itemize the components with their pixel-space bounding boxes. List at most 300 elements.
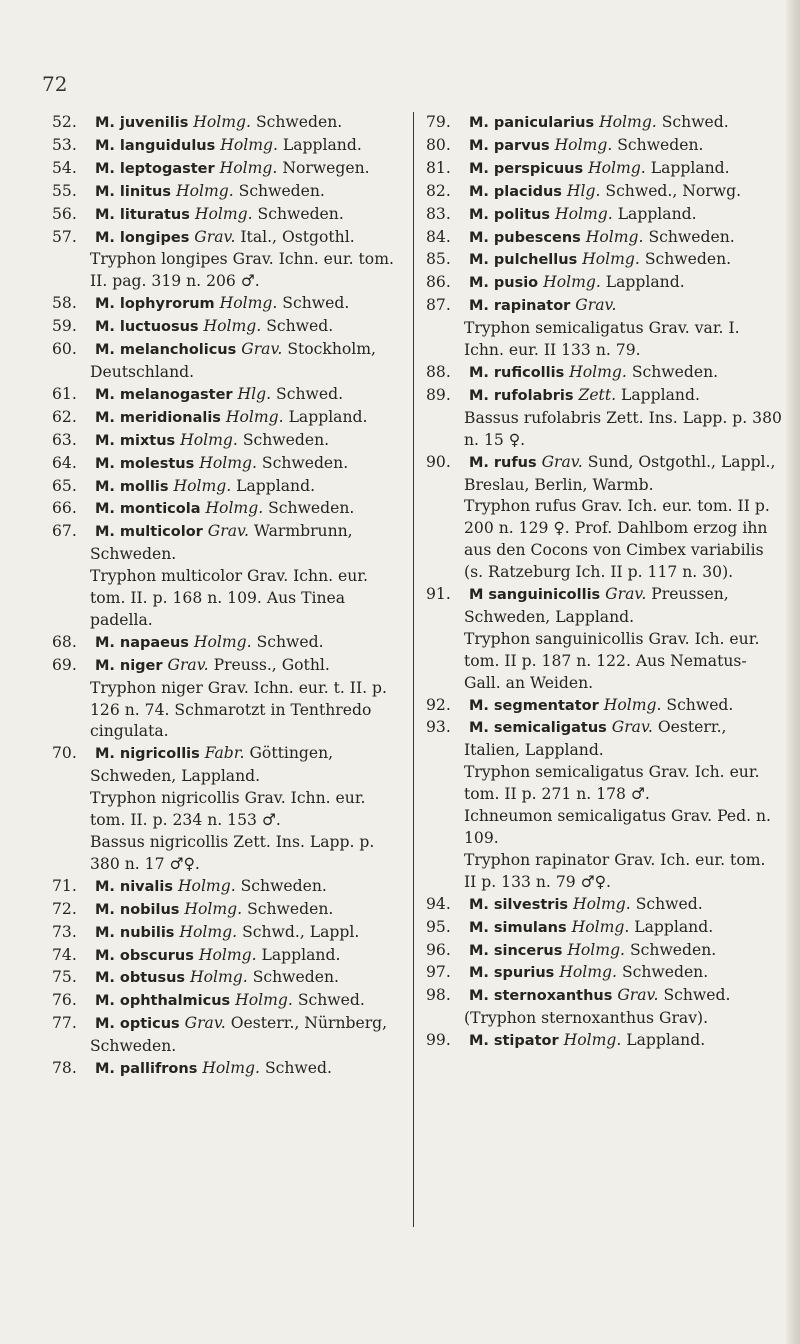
genus-abbrev: M. <box>94 878 115 895</box>
locality: Schwed., Norwg. <box>605 181 742 200</box>
locality: Schweden. <box>631 362 719 381</box>
species-entry <box>426 962 782 985</box>
author-name: Grav. <box>167 655 209 674</box>
author-name: Grav. <box>241 340 283 359</box>
author-name: Hlg. <box>566 181 601 200</box>
species-entry <box>52 1013 404 1058</box>
locality: Warmbrunn, Schweden. <box>90 522 353 564</box>
species-entry <box>426 940 782 963</box>
species-name: pallifrons <box>119 1061 198 1078</box>
species-name: mixtus <box>119 432 176 449</box>
species-entry <box>52 135 404 158</box>
species-name: sternoxanthus <box>493 988 613 1005</box>
author-name: Grav. <box>194 227 236 246</box>
species-name: longipes <box>119 229 190 246</box>
entry-number: 79. <box>426 113 451 131</box>
entry-number: 74. <box>52 945 77 964</box>
author-name: Holmg. <box>180 430 238 449</box>
entry-number: 92. <box>426 695 451 714</box>
locality: Schweden. <box>621 963 709 982</box>
author-name: Holmg. <box>202 1059 260 1078</box>
entry-number: 91. <box>426 585 451 604</box>
synonym-note: Tryphon longipes Grav. Ichn. eur. tom. II. pag. 319 n. 206 ♂. <box>90 250 394 291</box>
entry-number: 61. <box>52 384 77 403</box>
species-name: obscurus <box>119 947 194 964</box>
species-entry <box>52 316 404 339</box>
species-entry <box>52 743 404 875</box>
locality: Lappland. <box>261 945 341 964</box>
locality: Schweden. <box>629 940 717 959</box>
species-entry <box>52 453 404 476</box>
species-name: stipator <box>493 1033 559 1050</box>
locality: Schweden. <box>617 135 704 154</box>
author-name: Holmg. <box>585 227 644 246</box>
locality: Ital., Ostgothl. <box>240 227 355 246</box>
author-name: Holmg. <box>573 894 631 913</box>
locality: Schweden. <box>648 227 735 246</box>
entry-number: 60. <box>52 340 77 359</box>
species-entry <box>426 158 782 181</box>
genus-abbrev: M. <box>94 657 115 674</box>
species-name: rufus <box>493 454 537 471</box>
species-entry <box>52 876 404 899</box>
entry-number: 68. <box>52 632 77 651</box>
author-name: Holmg. <box>603 695 662 714</box>
genus-abbrev: M. <box>468 298 489 315</box>
species-name: nobilus <box>119 901 180 918</box>
author-name: Holmg. <box>582 250 640 269</box>
author-name: Grav. <box>575 296 617 315</box>
locality: Schwed. <box>666 695 734 714</box>
author-name: Holmg. <box>173 476 232 495</box>
genus-abbrev: M. <box>94 183 115 200</box>
species-entry <box>426 1030 782 1053</box>
author-name: Holmg. <box>571 917 630 936</box>
species-name: ruficollis <box>493 364 565 381</box>
species-name: parvus <box>493 137 550 154</box>
genus-abbrev: M. <box>468 1033 489 1050</box>
entry-number: 69. <box>52 655 77 674</box>
genus-abbrev: M. <box>94 432 115 449</box>
species-name: ophthalmicus <box>119 993 231 1010</box>
species-entry <box>426 717 782 893</box>
species-name: melancholicus <box>119 342 237 359</box>
synonym-note: Tryphon rapinator Grav. Ich. eur. tom. II p. 133 n. 79 ♂♀. <box>464 850 766 891</box>
species-entry <box>426 584 782 695</box>
synonym-note: Tryphon semicaligatus Grav. Ich. eur. tom. II p. 271 n. 178 ♂. <box>464 763 760 804</box>
species-entry <box>52 476 404 499</box>
locality: Schwed. <box>282 294 350 313</box>
species-name: panicularius <box>493 115 595 131</box>
species-name: simulans <box>493 919 567 936</box>
author-name: Grav. <box>541 452 583 471</box>
genus-abbrev: M. <box>468 919 489 936</box>
locality: Schweden. <box>242 430 330 449</box>
species-name: pusio <box>493 275 539 292</box>
synonym-note: Tryphon sanguinicollis Grav. Ich. eur. tom. II p. 187 n. 122. Aus Nematus-Gall. an Weiden. <box>464 629 760 692</box>
genus-abbrev: M. <box>94 746 115 763</box>
species-name: mollis <box>119 478 169 495</box>
species-entry <box>52 1058 404 1081</box>
genus-abbrev: M. <box>94 947 115 964</box>
entry-number: 72. <box>52 899 77 918</box>
entry-number: 86. <box>426 273 451 292</box>
author-name: Holmg. <box>198 945 257 964</box>
entry-number: 83. <box>426 204 451 223</box>
species-name: sincerus <box>493 942 563 959</box>
entry-number: 62. <box>52 407 77 426</box>
locality: Lappland. <box>617 204 697 223</box>
entry-number: 66. <box>52 499 77 518</box>
genus-abbrev: M <box>468 587 484 604</box>
species-name: opticus <box>119 1016 180 1033</box>
species-entry <box>52 498 404 521</box>
species-entry <box>52 181 404 204</box>
species-name: niger <box>119 657 163 674</box>
author-name: Holmg. <box>190 968 248 987</box>
genus-abbrev: M. <box>468 988 489 1005</box>
author-name: Holmg. <box>203 317 262 336</box>
locality: Schweden. <box>252 968 339 987</box>
locality: Lappland. <box>605 273 685 292</box>
species-entry <box>52 158 404 181</box>
entry-number: 93. <box>426 718 451 737</box>
species-entry <box>52 632 404 655</box>
entry-number: 58. <box>52 294 77 313</box>
synonym-note: Tryphon semicaligatus Grav. var. I. Ichn. eur. II 133 n. 79. <box>464 319 740 360</box>
author-name: Holmg. <box>219 158 278 177</box>
locality: Schwed. <box>276 384 344 403</box>
genus-abbrev: M. <box>94 993 115 1010</box>
genus-abbrev: M. <box>94 501 115 518</box>
entry-number: 73. <box>52 922 77 941</box>
entry-number: 85. <box>426 250 451 269</box>
species-entry <box>426 227 782 250</box>
author-name: Holmg. <box>193 632 252 651</box>
entry-number: 96. <box>426 940 451 959</box>
locality: Göttingen, Schweden, Lappland. <box>90 744 334 786</box>
author-name: Zett. <box>578 385 617 404</box>
author-name: Holmg. <box>588 158 646 177</box>
author-name: Holmg. <box>567 940 626 959</box>
entry-number: 98. <box>426 986 451 1005</box>
author-name: Holmg. <box>199 453 257 472</box>
author-name: Holmg. <box>555 204 613 223</box>
species-name: lituratus <box>119 206 190 223</box>
species-entry <box>52 899 404 922</box>
locality: Schweden. <box>247 899 334 918</box>
locality: Schweden. <box>255 113 343 131</box>
entry-number: 59. <box>52 317 77 336</box>
species-entry <box>426 385 782 452</box>
locality: Oesterr., Nürnberg, Schweden. <box>90 1014 388 1056</box>
genus-abbrev: M. <box>94 319 115 336</box>
locality: Sund, Ostgothl., Lappl., Breslau, Berlin, Warmb. <box>464 452 776 494</box>
genus-abbrev: M. <box>468 697 489 714</box>
species-entry <box>426 249 782 272</box>
left-column <box>52 112 404 1081</box>
species-entry <box>52 967 404 990</box>
synonym-note: Tryphon rufus Grav. Ich. eur. tom. II p. 200 n. 129 ♀. Prof. Dahlbom erzog ihn aus den Cocons von Cimbex variabilis (s. Ratzeburg Ich. II p. 117 n. 30). <box>464 497 770 582</box>
author-name: Holmg. <box>194 204 253 223</box>
species-entry <box>52 339 404 384</box>
genus-abbrev: M. <box>94 409 115 426</box>
author-name: Grav. <box>184 1014 226 1033</box>
author-name: Fabr. <box>204 744 245 763</box>
author-name: Holmg. <box>219 294 278 313</box>
locality: Preussen, Schweden, Lappland. <box>464 585 729 626</box>
species-name: languidulus <box>119 137 216 154</box>
locality: Schweden. <box>261 453 349 472</box>
author-name: Grav. <box>207 522 249 541</box>
entry-number: 82. <box>426 181 451 200</box>
entry-number: 67. <box>52 522 77 541</box>
entry-number: 54. <box>52 158 77 177</box>
author-name: Holmg. <box>193 113 251 131</box>
genus-abbrev: M. <box>468 896 489 913</box>
synonym-note: (Tryphon sternoxanthus Grav). <box>464 1009 709 1028</box>
species-name: multicolor <box>119 524 203 541</box>
author-name: Holmg. <box>554 135 613 154</box>
locality: Norwegen. <box>282 158 370 177</box>
species-entry <box>426 112 782 135</box>
entry-number: 81. <box>426 158 451 177</box>
author-name: Holmg. <box>179 922 238 941</box>
synonym-note: Ichneumon semicaligatus Grav. Ped. n. 109. <box>464 807 771 847</box>
species-name: pubescens <box>493 229 581 246</box>
genus-abbrev: M. <box>94 160 115 177</box>
locality: Schweden. <box>644 250 732 269</box>
author-name: Holmg. <box>177 876 236 895</box>
locality: Schwed. <box>256 632 324 651</box>
genus-abbrev: M. <box>468 183 489 200</box>
entry-number: 95. <box>426 917 451 936</box>
species-name: melanogaster <box>119 386 233 403</box>
genus-abbrev: M. <box>468 942 489 959</box>
locality: Lappland. <box>650 158 730 177</box>
author-name: Hlg. <box>237 384 272 403</box>
species-entry <box>426 295 782 362</box>
entry-number: 52. <box>52 113 77 131</box>
entry-number: 84. <box>426 227 451 246</box>
author-name: Holmg. <box>205 499 264 518</box>
entry-number: 90. <box>426 452 451 471</box>
species-entry <box>426 695 782 718</box>
species-entry <box>52 384 404 407</box>
author-name: Grav. <box>605 585 647 604</box>
species-name: semicaligatus <box>493 720 607 737</box>
column-divider <box>413 112 414 1227</box>
species-entry <box>52 945 404 968</box>
locality: Oesterr., Italien, Lappland. <box>464 718 727 760</box>
species-name: placidus <box>493 183 562 200</box>
author-name: Grav. <box>617 986 659 1005</box>
species-entry <box>52 430 404 453</box>
species-name: monticola <box>119 501 201 518</box>
species-entry <box>52 227 404 294</box>
species-name: politus <box>493 206 551 223</box>
locality: Stockholm, Deutschland. <box>90 340 377 381</box>
locality: Schwd., Lappl. <box>242 922 360 941</box>
species-name: rufolabris <box>493 387 574 404</box>
author-name: Grav. <box>611 718 653 737</box>
species-name: luctuosus <box>119 319 199 336</box>
genus-abbrev: M. <box>468 206 489 223</box>
entry-number: 75. <box>52 968 77 987</box>
genus-abbrev: M. <box>468 252 489 269</box>
synonym-note: Tryphon niger Grav. Ichn. eur. t. II. p. 126 n. 74. Schmarotzt in Tenthredo cingulata. <box>90 678 387 741</box>
species-entry <box>52 655 404 744</box>
genus-abbrev: M. <box>468 115 489 131</box>
author-name: Holmg. <box>599 113 657 131</box>
species-entry <box>52 204 404 227</box>
entry-number: 71. <box>52 876 77 895</box>
species-entry <box>426 204 782 227</box>
locality: Lappland. <box>282 135 362 154</box>
author-name: Holmg. <box>563 1031 622 1050</box>
genus-abbrev: M. <box>468 137 489 154</box>
genus-abbrev: M. <box>468 229 489 246</box>
species-name: segmentator <box>493 697 599 714</box>
species-entry <box>426 135 782 158</box>
entry-number: 87. <box>426 296 451 315</box>
genus-abbrev: M. <box>468 965 489 982</box>
genus-abbrev: M. <box>94 901 115 918</box>
species-entry <box>52 922 404 945</box>
species-name: pulchellus <box>493 252 578 269</box>
synonym-note: Tryphon nigricollis Grav. Ichn. eur. tom. II. p. 234 n. 153 ♂. <box>90 789 366 830</box>
genus-abbrev: M. <box>94 229 115 246</box>
entry-number: 76. <box>52 991 77 1010</box>
locality: Schwed. <box>635 894 703 913</box>
locality: Lappland. <box>634 917 714 936</box>
genus-abbrev: M. <box>94 137 115 154</box>
entry-number: 56. <box>52 204 77 223</box>
synonym-note: Tryphon multicolor Grav. Ichn. eur. tom. II. p. 168 n. 109. Aus Tinea padella. <box>90 567 368 629</box>
genus-abbrev: M. <box>94 455 115 472</box>
species-entry <box>426 181 782 204</box>
genus-abbrev: M. <box>94 478 115 495</box>
species-entry <box>426 917 782 940</box>
page-edge-shadow <box>786 0 800 1344</box>
species-name: obtusus <box>119 970 186 987</box>
genus-abbrev: M. <box>94 1061 115 1078</box>
genus-abbrev: M. <box>94 524 115 541</box>
entry-number: 94. <box>426 894 451 913</box>
entry-number: 70. <box>52 744 77 763</box>
locality: Preuss., Gothl. <box>213 655 330 674</box>
species-name: perspicuus <box>493 160 584 177</box>
genus-abbrev: M. <box>468 160 489 177</box>
entry-number: 64. <box>52 453 77 472</box>
species-entry <box>426 362 782 385</box>
entry-number: 89. <box>426 385 451 404</box>
entry-number: 97. <box>426 963 451 982</box>
species-name: sanguinicollis <box>488 587 601 604</box>
species-entry <box>52 521 404 632</box>
entry-number: 88. <box>426 362 451 381</box>
locality: Schweden. <box>257 204 344 223</box>
species-entry <box>426 272 782 295</box>
species-entry <box>52 990 404 1013</box>
locality: Schwed. <box>297 991 365 1010</box>
species-name: juvenilis <box>119 115 189 131</box>
species-name: napaeus <box>119 634 189 651</box>
locality: Schwed. <box>663 986 731 1005</box>
species-name: meridionalis <box>119 409 221 426</box>
species-name: silvestris <box>493 896 569 913</box>
entry-number: 80. <box>426 135 451 154</box>
locality: Schweden. <box>240 876 327 895</box>
entry-number: 77. <box>52 1014 77 1033</box>
species-name: nubilis <box>119 924 175 941</box>
author-name: Holmg. <box>569 362 627 381</box>
locality: Schwed. <box>264 1059 332 1078</box>
species-name: rapinator <box>493 298 571 315</box>
author-name: Holmg. <box>543 273 601 292</box>
genus-abbrev: M. <box>94 115 115 131</box>
genus-abbrev: M. <box>94 1016 115 1033</box>
species-entry <box>426 452 782 584</box>
entry-number: 57. <box>52 227 77 246</box>
locality: Lappland. <box>621 385 700 404</box>
genus-abbrev: M. <box>94 342 115 359</box>
author-name: Holmg. <box>225 407 284 426</box>
species-entry <box>52 112 404 135</box>
genus-abbrev: M. <box>468 387 489 404</box>
locality: Lappland. <box>626 1031 706 1050</box>
genus-abbrev: M. <box>94 970 115 987</box>
entry-number: 99. <box>426 1031 451 1050</box>
genus-abbrev: M. <box>94 386 115 403</box>
synonym-note: Bassus nigricollis Zett. Ins. Lapp. p. 380 n. 17 ♂♀. <box>90 833 375 873</box>
species-name: linitus <box>119 183 171 200</box>
locality: Schweden. <box>268 499 355 518</box>
species-name: lophyrorum <box>119 296 215 313</box>
species-name: leptogaster <box>119 160 215 177</box>
genus-abbrev: M. <box>94 296 115 313</box>
entry-number: 53. <box>52 135 77 154</box>
locality: Lappland. <box>288 407 368 426</box>
entry-number: 63. <box>52 430 77 449</box>
species-name: nigricollis <box>119 746 200 763</box>
species-entry <box>426 894 782 917</box>
locality: Schwed. <box>661 113 729 131</box>
genus-abbrev: M. <box>468 720 489 737</box>
locality: Lappland. <box>236 476 316 495</box>
right-column <box>426 112 782 1053</box>
genus-abbrev: M. <box>468 275 489 292</box>
species-entry <box>52 293 404 316</box>
author-name: Holmg. <box>235 991 293 1010</box>
entry-number: 65. <box>52 476 77 495</box>
entry-number: 78. <box>52 1059 77 1078</box>
species-entry <box>426 985 782 1030</box>
entry-number: 55. <box>52 181 77 200</box>
author-name: Holmg. <box>184 899 243 918</box>
species-name: spurius <box>493 965 555 982</box>
species-name: nivalis <box>119 878 173 895</box>
author-name: Holmg. <box>220 135 278 154</box>
species-name: molestus <box>119 455 195 472</box>
page-number: 72 <box>42 72 68 96</box>
synonym-note: Bassus rufolabris Zett. Ins. Lapp. p. 380 n. 15 ♀. <box>464 408 782 449</box>
locality: Schweden. <box>238 181 325 200</box>
genus-abbrev: M. <box>94 206 115 223</box>
species-entry <box>52 407 404 430</box>
genus-abbrev: M. <box>468 364 489 381</box>
genus-abbrev: M. <box>468 454 489 471</box>
